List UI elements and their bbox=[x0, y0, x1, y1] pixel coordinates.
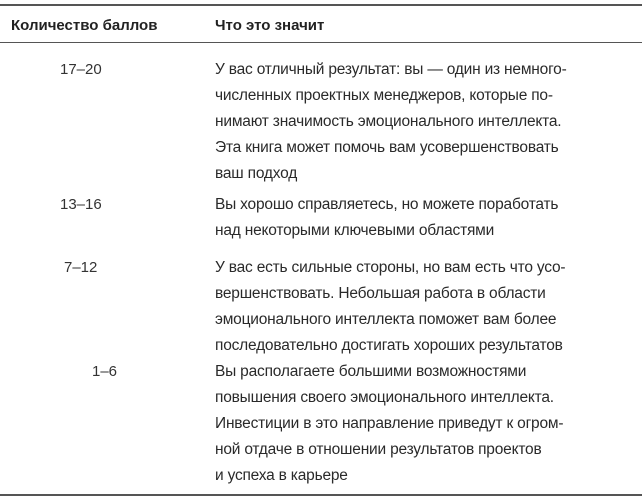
description-line: Инвестиции в это направление приведут к огром- bbox=[215, 415, 564, 432]
table-row bbox=[0, 57, 642, 187]
score-range: 13–16 bbox=[60, 196, 102, 213]
description-line: Вы хорошо справляетесь, но можете поработать bbox=[215, 196, 559, 213]
table-top-rule bbox=[0, 4, 642, 6]
description-line: повышения своего эмоционального интеллекта. bbox=[215, 389, 554, 406]
description-line: вершенствовать. Небольшая работа в области bbox=[215, 285, 546, 302]
table-row bbox=[0, 359, 642, 489]
header-rule bbox=[0, 42, 642, 43]
description-line: У вас отличный результат: вы — один из немного- bbox=[215, 61, 567, 78]
description-line: ваш подход bbox=[215, 165, 298, 182]
description-line: Вы располагаете большими возможностями bbox=[215, 363, 527, 380]
description-line: численных проектных менеджеров, которые по- bbox=[215, 87, 553, 104]
description-line: ной отдаче в отношении результатов проектов bbox=[215, 441, 542, 458]
table-row bbox=[0, 255, 642, 359]
score-description bbox=[215, 192, 558, 244]
score-range: 17–20 bbox=[60, 61, 102, 78]
table-bottom-rule bbox=[0, 494, 642, 496]
description-line: над некоторыми ключевыми областями bbox=[215, 222, 495, 239]
score-range: 1–6 bbox=[92, 363, 118, 380]
score-description bbox=[215, 57, 567, 187]
description-line: последовательно достигать хороших результатов bbox=[215, 337, 563, 354]
description-line: и успеха в карьере bbox=[215, 467, 348, 484]
score-description bbox=[215, 255, 565, 359]
table-row bbox=[0, 192, 642, 244]
description-line: нимают значимость эмоционального интеллекта. bbox=[215, 113, 562, 130]
score-range: 7–12 bbox=[64, 259, 98, 276]
header-meaning: Что это значит bbox=[215, 17, 325, 34]
header-score: Количество баллов bbox=[11, 17, 158, 34]
table-body bbox=[0, 57, 642, 489]
description-line: У вас есть сильные стороны, но вам есть что усо- bbox=[215, 259, 566, 276]
description-line: Эта книга может помочь вам усовершенствовать bbox=[215, 139, 559, 156]
score-description bbox=[215, 359, 563, 489]
description-line: эмоционального интеллекта поможет вам более bbox=[215, 311, 557, 328]
